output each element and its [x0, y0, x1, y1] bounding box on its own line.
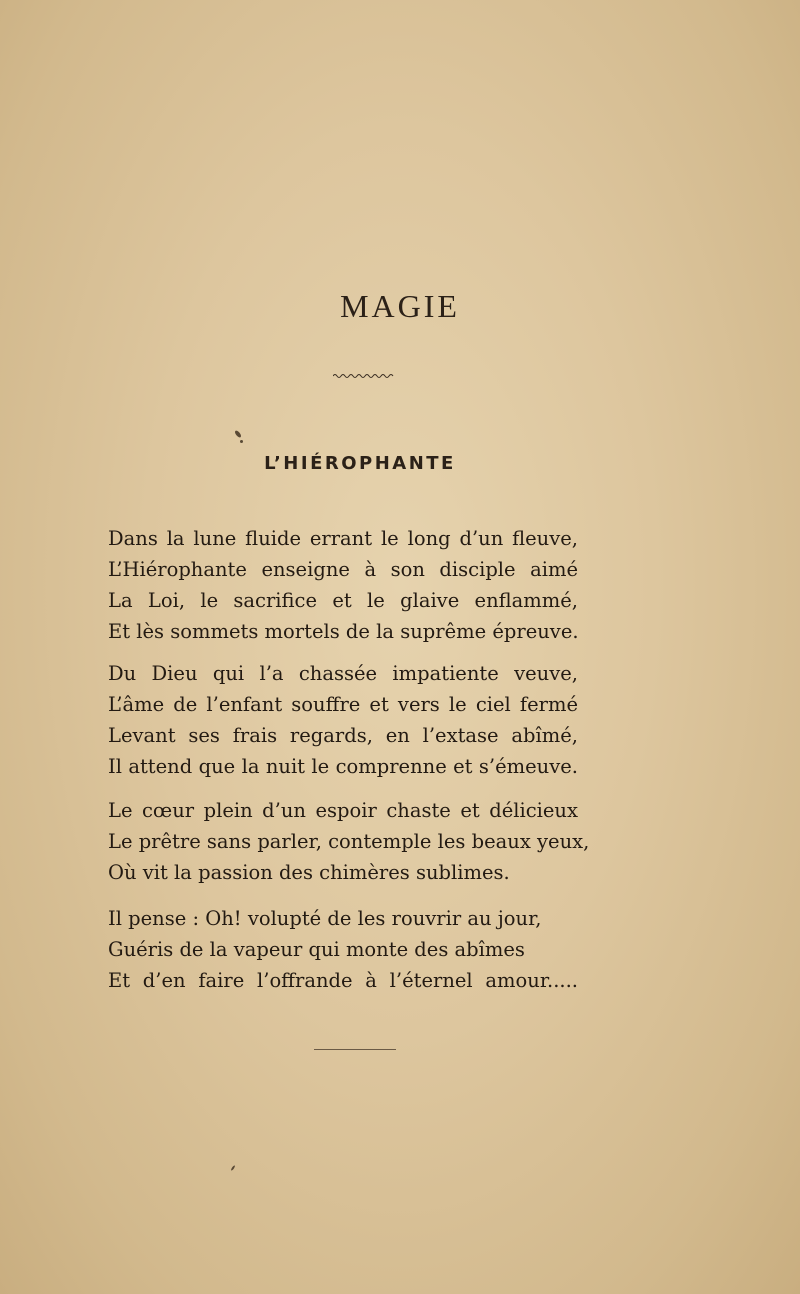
stanza — [108, 523, 578, 647]
stanza — [108, 903, 578, 996]
stanza — [108, 658, 578, 782]
verse-line: Du Dieu qui l’a chassée impatiente veuve, — [108, 662, 578, 685]
verse-line: L’Hiérophante enseigne à son disciple aimé — [108, 558, 578, 581]
verse-line: Et lès sommets mortels de la suprême épreuve. — [108, 620, 579, 643]
verse-line: Où vit la passion des chimères sublimes. — [108, 861, 510, 884]
poem-title: L’HIÉROPHANTE — [264, 453, 456, 474]
ink-speck — [234, 430, 242, 439]
ink-speck — [230, 1165, 235, 1171]
verse-line: Dans la lune fluide errant le long d’un fleuve, — [108, 527, 578, 550]
verse-line: La Loi, le sacrifice et le glaive enflammé, — [108, 589, 578, 612]
wavy-ornament — [333, 372, 395, 380]
end-rule — [314, 1049, 396, 1050]
section-title: MAGIE — [340, 288, 460, 324]
verse-line: Il attend que la nuit le comprenne et s’émeuve. — [108, 755, 578, 778]
ink-speck — [240, 440, 243, 443]
verse-line: Et d’en faire l’offrande à l’éternel amour..... — [108, 969, 578, 992]
verse-line: Guéris de la vapeur qui monte des abîmes — [108, 938, 525, 961]
verse-line: Le cœur plein d’un espoir chaste et délicieux — [108, 799, 578, 822]
verse-line: Il pense : Oh! volupté de les rouvrir au jour, — [108, 907, 542, 930]
verse-line: Levant ses frais regards, en l’extase abîmé, — [108, 724, 578, 747]
verse-line: L’âme de l’enfant souffre et vers le ciel fermé — [108, 693, 578, 716]
stanza — [108, 795, 590, 888]
verse-line: Le prêtre sans parler, contemple les beaux yeux, — [108, 830, 590, 853]
